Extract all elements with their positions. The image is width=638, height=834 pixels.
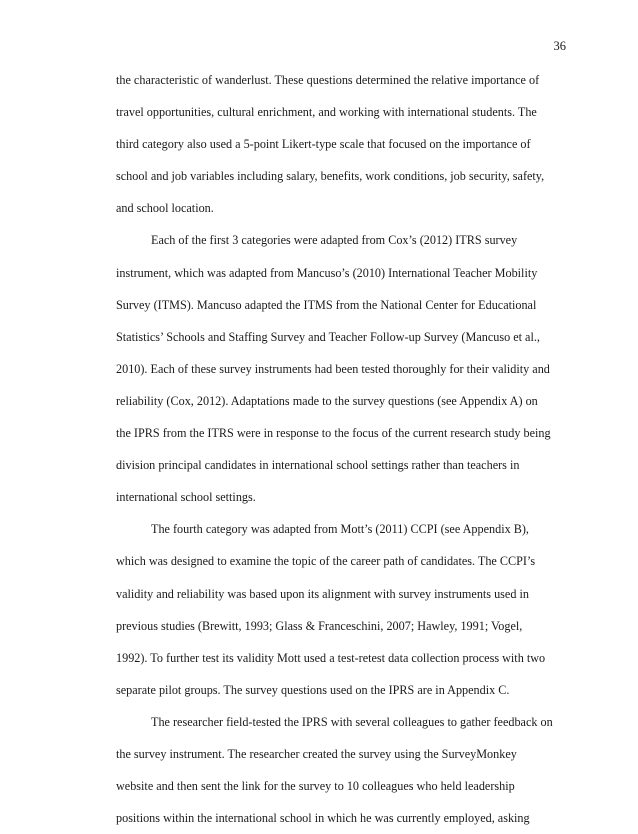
text-line: the survey instrument. The researcher created the survey using the SurveyMonkey — [116, 746, 517, 761]
page-number: 36 — [553, 39, 566, 53]
paragraph-4 — [116, 706, 552, 834]
text-line: 1992). To further test its validity Mott used a test-retest data collection process with two — [116, 650, 546, 665]
text-line: third category also used a 5-point Likert-type scale that focused on the importance of — [116, 137, 531, 152]
text-line: international school settings. — [116, 490, 256, 505]
text-line: previous studies (Brewitt, 1993; Glass & Franceschini, 2007; Hawley, 1991; Vogel, — [116, 618, 523, 633]
body-text — [116, 64, 552, 834]
text-line: the IPRS from the ITRS were in response to the focus of the current research study being — [116, 426, 551, 441]
text-line: 2010). Each of these survey instruments had been tested thoroughly for their validity and — [116, 361, 550, 376]
text-line: positions within the international school in which he was currently employed, asking — [116, 811, 530, 826]
paragraph-3 — [116, 513, 552, 706]
text-line: Survey (ITMS). Mancuso adapted the ITMS from the National Center for Educational — [116, 297, 537, 312]
paragraph-2 — [116, 224, 552, 513]
text-line: and school location. — [116, 201, 214, 216]
text-line: which was designed to examine the topic of the career path of candidates. The CCPI’s — [116, 554, 536, 569]
text-line: travel opportunities, cultural enrichment, and working with international students. The — [116, 105, 537, 120]
text-line: Statistics’ Schools and Staffing Survey and Teacher Follow-up Survey (Mancuso et al., — [116, 329, 540, 344]
text-line: division principal candidates in international school settings rather than teachers in — [116, 458, 520, 473]
text-line: separate pilot groups. The survey questions used on the IPRS are in Appendix C. — [116, 682, 510, 697]
text-line: validity and reliability was based upon its alignment with survey instruments used in — [116, 586, 529, 601]
text-line-indented: Each of the first 3 categories were adapted from Cox’s (2012) ITRS survey — [151, 233, 518, 248]
text-line: website and then sent the link for the survey to 10 colleagues who held leadership — [116, 779, 515, 794]
text-line: school and job variables including salary, benefits, work conditions, job security, safety, — [116, 169, 545, 184]
paragraph-1 — [116, 64, 552, 224]
text-line: reliability (Cox, 2012). Adaptations made to the survey questions (see Appendix A) on — [116, 393, 538, 408]
text-line-indented: The researcher field-tested the IPRS with several colleagues to gather feedback on — [151, 714, 553, 729]
text-line-indented: The fourth category was adapted from Mott’s (2011) CCPI (see Appendix B), — [151, 522, 529, 537]
text-line: the characteristic of wanderlust. These questions determined the relative importance of — [116, 73, 540, 87]
text-line: instrument, which was adapted from Mancuso’s (2010) International Teacher Mobility — [116, 265, 538, 280]
